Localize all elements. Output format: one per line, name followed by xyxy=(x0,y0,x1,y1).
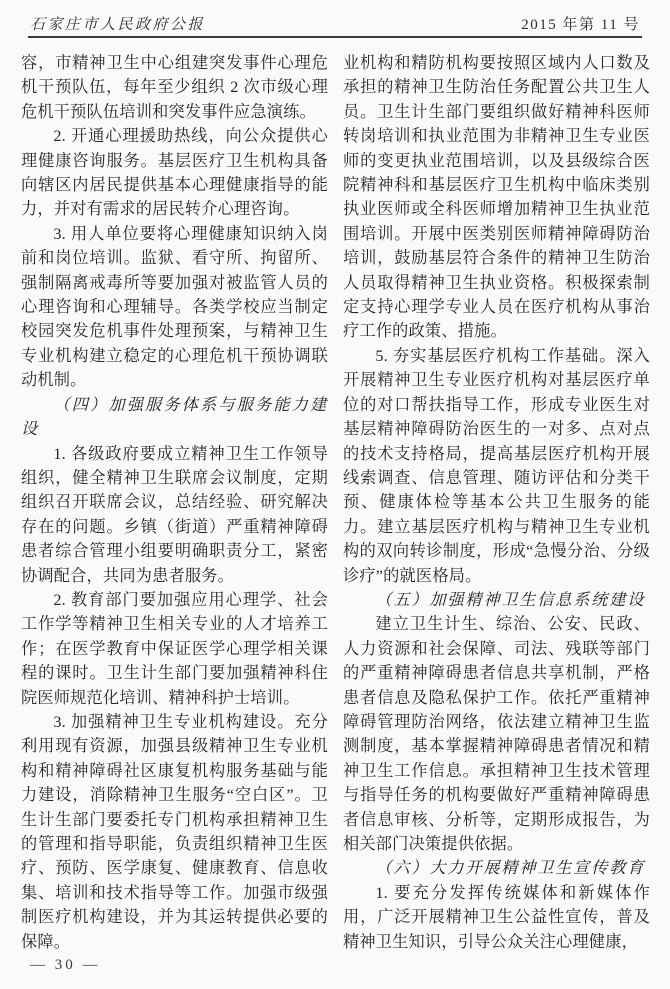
section-heading: （五）加强精神卫生信息系统建设 xyxy=(375,590,646,609)
paragraph: 2. 开通心理援助热线，向公众提供心理健康咨询服务。基层医疗卫生机构具备向辖区内居民提供基本心理健康指导的能力，并对有需求的居民转介心理咨询。 xyxy=(21,127,328,219)
section-heading: （六）大力开展精神卫生宣传教育 xyxy=(375,859,646,878)
paragraph: 业机构和精防机构要按照区域内人口数及承担的精神卫生防治任务配置公共卫生人员。卫生计生部门要组织做好精神科医师转岗培训和执业范围为非精神卫生专业医师的变更执业范围培训，以及县级综合医院精神科和基层医疗卫生机构中临床类别执业医师或全科医师增加精神卫生执业范围培训。开展中医类别医师精神障碍防治培训，鼓励基层符合条件的精神卫生防治人员取得精神卫生执业资格。积极探索制定支持心理学专业人员在医疗机构从事治疗工作的政策、措施。 xyxy=(343,54,650,341)
left-column xyxy=(21,51,328,957)
paragraph: 容，市精神卫生中心组建突发事件心理危机干预队伍，每年至少组织 2 次市级心理危机干预队伍培训和突发事件应急演练。 xyxy=(21,54,328,121)
section-heading: （四）加强服务体系与服务能力建设 xyxy=(21,395,328,439)
gazette-title: 石家庄市人民政府公报 xyxy=(30,17,206,33)
paragraph: 5. 夯实基层医疗机构工作基础。深入开展精神卫生专业医疗机构对基层医疗单位的对口帮扶指导工作，形成专业医生对基层精神障碍防治医生的一对多、点对点的技术支持格局，提高基层医疗机构开展线索调查、信息管理、随访评估和分类干预、健康体检等基本公共卫生服务的能力。建立基层医疗机构与精神卫生专业机构的双向转诊制度，形成“急慢分治、分级诊疗”的就医格局。 xyxy=(343,346,650,585)
paragraph: 2. 教育部门要加强应用心理学、社会工作学等精神卫生相关专业的人才培养工作；在医学教育中保证医学心理学相关课程的课时。卫生计生部门要加强精神科住院医师规范化培训、精神科护士培训。 xyxy=(21,590,328,707)
issue-label: 2015 年第 11 号 xyxy=(521,17,640,33)
right-column xyxy=(343,51,650,957)
paragraph: 1. 各级政府要成立精神卫生工作领导组织，健全精神卫生联席会议制度，定期组织召开联席会议，总结经验、研究解决存在的问题。乡镇（街道）严重精神障碍患者综合管理小组要明确职责分工，紧密协调配合，共同为患者服务。 xyxy=(21,444,328,585)
paragraph: 1. 要充分发挥传统媒体和新媒体作用，广泛开展精神卫生公益性宣传，普及精神卫生知识，引导公众关注心理健康， xyxy=(343,883,650,951)
paragraph: 3. 用人单位要将心理健康知识纳入岗前和岗位培训。监狱、看守所、拘留所、强制隔离戒毒所等要加强对被监管人员的心理咨询和心理辅导。各类学校应当制定校园突发危机事件处理预案，与精神卫生专业机构建立稳定的心理危机干预协调联动机制。 xyxy=(21,224,328,390)
document-body xyxy=(21,51,650,957)
header-rule xyxy=(28,36,642,38)
paragraph: 建立卫生计生、综治、公安、民政、人力资源和社会保障、司法、残联等部门的严重精神障碍患者信息共享机制，严格患者信息及隐私保护工作。依托严重精神障碍管理防治网络，依法建立精神卫生监测制度，基本掌握精神障碍患者情况和精神卫生工作信息。承担精神卫生技术管理与指导任务的机构要做好严重精神障碍患者信息审核、分析等，定期形成报告，为相关部门决策提供依据。 xyxy=(343,615,650,853)
page-number: — 30 — xyxy=(30,957,101,973)
page-header xyxy=(30,13,640,34)
paragraph: 3. 加强精神卫生专业机构建设。充分利用现有资源，加强县级精神卫生专业机构和精神障碍社区康复机构服务基础与能力建设，消除精神卫生服务“空白区”。卫生计生部门要委托专门机构承担精神卫生的管理和指导职能，负责组织精神卫生医疗、预防、医学康复、健康教育、信息收集、培训和技术指导等工作。加强市级强制医疗机构建设，并为其运转提供必要的保障。 xyxy=(21,712,328,951)
